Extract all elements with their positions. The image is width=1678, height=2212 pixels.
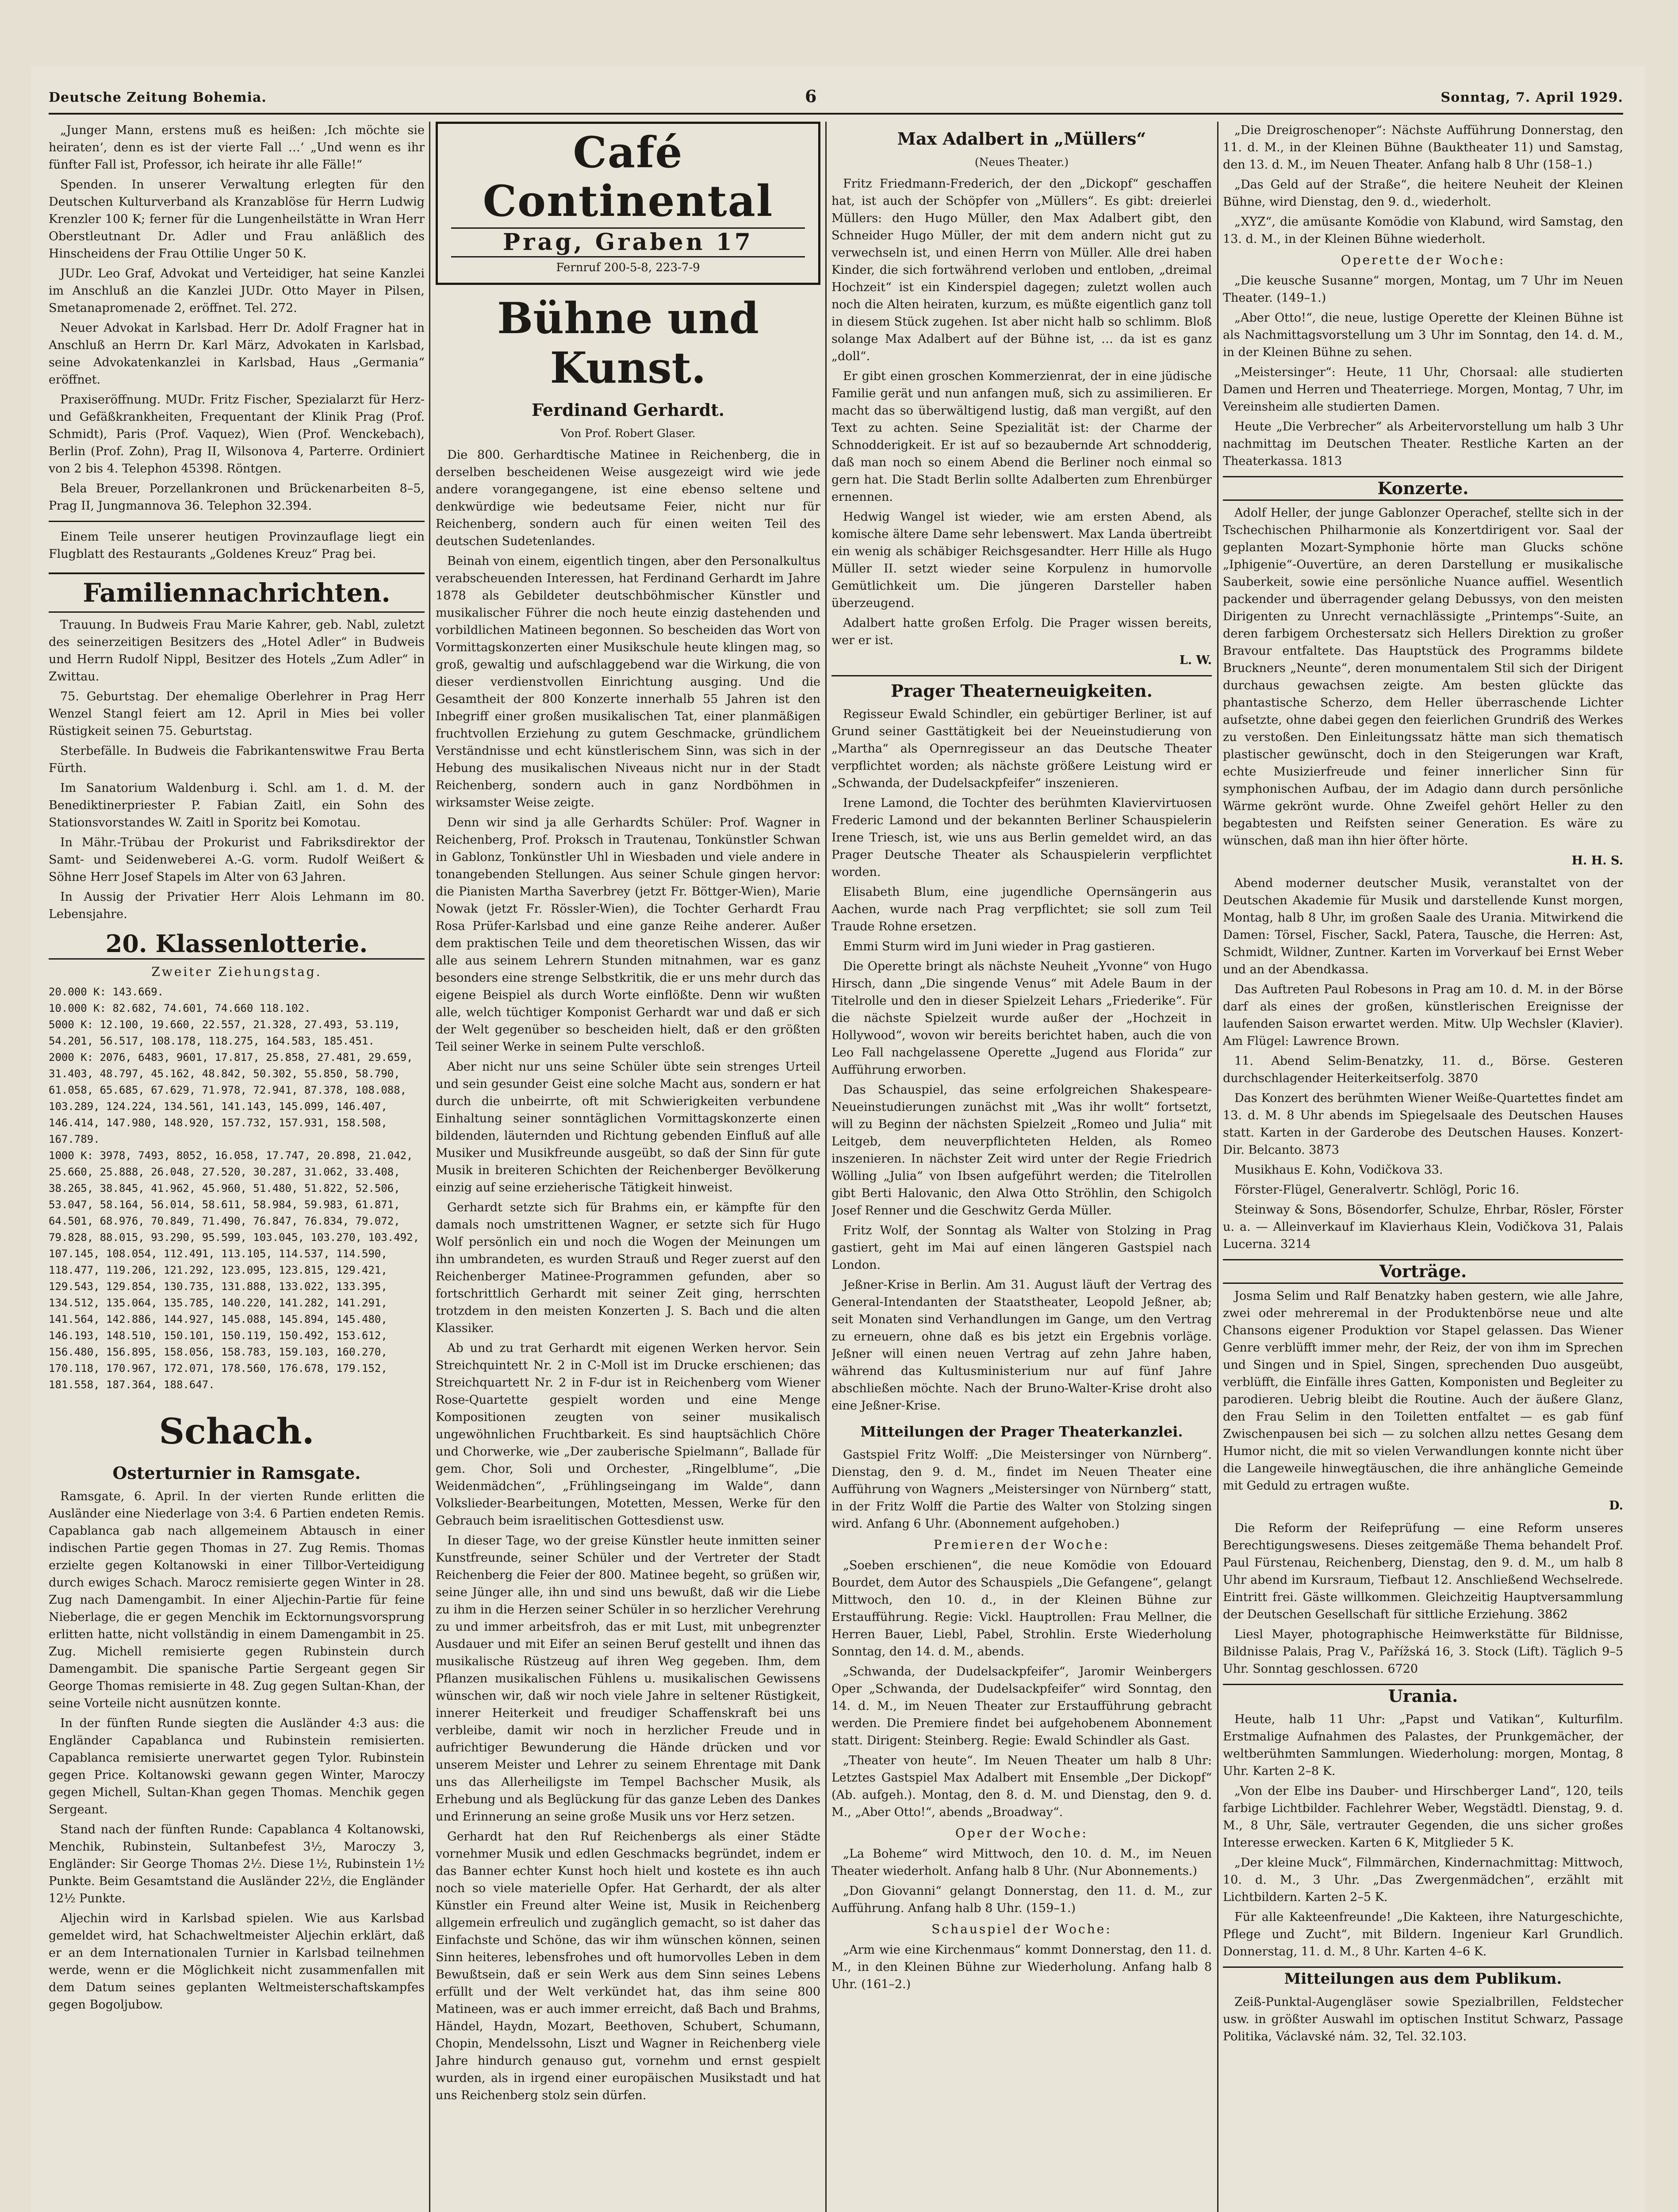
urania-item: Heute, halb 11 Uhr: „Papst und Vatikan“, Kulturfilm. Erstmalige Aufnahmen des Palastes, der Prunkgemächer, der weltberühmten Sammlungen. Wiederholung: morgen, Montag, 8 Uhr. Karten 2–8 K. xyxy=(1223,1713,1623,1778)
article-paragraph: Gerhardt hat den Ruf Reichenbergs als einer Städte vornehmer Musik und edlen Geschmacks begründet, indem er das Banner echter Kunst hoch hielt und kostete es ihn auch noch so viele materielle Opfer. Hat Gerhardt, der als alter Künstler ein Freund alter Weine ist, Musik in Reichenberg allgemein erfreulich und zugänglich gemacht, so ist daher das Einfachste und Schöne, das wir ihm wünschen können, seinen Sinn heiteres, lebensfrohes und oft humorvolles Leben in dem Bewußtsein, daß er sein Werk aus dem Sinn seines Lebens erfüllt und der Welt verkündet hat, das ihm seine 800 Matineen, was er auch immer erreicht, daß Bach und Brahms, Händel, Haydn, Mozart, Beethoven, Schubert, Schumann, Chopin, Mendelssohn, Liszt und Wagner in Reichenberg viele Jahre hindurch genauso gut, vornehm und ernst gespielt wurden, als in irgend einer europäischen Musikstadt und hat uns Reichenberg stolz sein dürfen. xyxy=(436,1830,820,2102)
announcement: „XYZ“, die amüsante Komödie von Klabund, wird Samstag, den 13. d. M., in der Kleinen Bühne wiederholt. xyxy=(1223,215,1623,246)
urania-item: Für alle Kakteenfreunde! „Die Kakteen, ihre Naturgeschichte, Pflege und Zucht“, mit Bildern. Ingenieur Karl Grundlich. Donnerstag, 11. d. M., 8 Uhr. Karten 4–6 K. xyxy=(1223,1910,1623,1959)
family-sterbefall: Sterbefälle. In Budweis die Fabrikantenswitwe Frau Berta Fürth. xyxy=(49,744,425,775)
theater-news-item: Emmi Sturm wird im Juni wieder in Prag gastieren. xyxy=(843,940,1155,953)
schach-paragraph: Ramsgate, 6. April. In der vierten Runde erlitten die Ausländer eine Niederlage von 3:4. 6 Partien endeten Remis. Capablanca gab nach allgemeinem Abtausch in einer indischen Partie gegen Thomas in 27. Zug Remis. Thomas erzielte gegen Koltanowski in einer Tillbor-Verteidigung durch ewiges Schach. Marocz remisierte gegen Winter in 28. Zug nach Damengambit. In einer Aljechin-Partie für feine Nieberlage, die er gegen Menchik im Ecktornungsvorsprung erlitten hatte, nicht vollständig in einem Damengambit in 25. Zug. Michell remisierte gegen Rubinstein durch Damengambit. Die spanische Partie Sergeant gegen Sir George Thomas remisierte in 48. Zug gegen Sultan-Khan, der seine Vorteile nicht ausnützen konnte. xyxy=(49,1490,425,1710)
section-heading-family: Familiennachrichten. xyxy=(49,572,425,613)
column-4 xyxy=(1223,122,1623,2212)
article-paragraph: Gerhardt setzte sich für Brahms ein, er kämpfte für den damals noch umstrittenen Wagner, er setzte sich für Hugo Wolf persönlich ein und noch die Wogen der Meinungen um ihn umbrandeten, es wurden Strauß und Reger zuerst auf den Reichenberger Matinee-Programmen gefunden, aber so fortschrittlich Gerhardt mit seiner Zeit ging, herrschten trotzdem in den meisten Konzerten J. S. Bach und die alten Klassiker. xyxy=(436,1201,820,1335)
lecture-signature: D. xyxy=(1609,1499,1623,1513)
section-heading-vortraege: Vorträge. xyxy=(1223,1259,1623,1284)
section-heading-urania: Urania. xyxy=(1223,1684,1623,1707)
article-paragraph: Aber nicht nur uns seine Schüler übte sein strenges Urteil und sein gesunder Geist eine solche Macht aus, sondern er hat durch die unbeirrte, oft mit Schwierigkeiten verbundene Einhaltung seiner sonntäglichen Vormittagskonzerte einen bildenden, läuternden und Richtung gebenden Einfluß auf alle Musiker und Musikfreunde ausgeübt, so daß der Sinn für gute Musik in breiteren Schichten der Reichenberger Bevölkerung einzig auf seine erzieherische Tätigkeit hinweist. xyxy=(436,1060,820,1194)
review-paragraph: Fritz Friedmann-Frederich, der den „Dickopf“ geschaffen hat, ist auch der Schöpfer von „Müllers“. Es gibt: dreierlei Müllers: den Hugo Müller, den Max Adalbert gibt, den Schneider Hugo Müller, der mit dem andern nicht gut zu verwechseln ist, und einen Herrn von Müller. Alle drei haben Kinder, die sich fortwährend verloben und entloben, „dreimal Hochzeit“ ist ein Kinderspiel dagegen; zuletzt wollen auch noch die Alten heiraten, kurzum, es müßte eigentlich ganz toll in diesem Stück zugehen. Ist aber nicht halb so schlimm. Bloß solange Max Adalbert auf der Bühne ist, … da ist es ganz „doll“. xyxy=(831,177,1212,363)
column-rule xyxy=(825,122,827,2212)
theater-news-item: Regisseur Ewald Schindler, ein gebürtiger Berliner, ist auf Grund seiner Gasttätigkeit bei der Neueinstudierung von „Martha“ als Opernregisseur an das Deutsche Theater verpflichtet worden; als nächste größere Leistung wird er „Schwanda, der Dudelsackpfeifer“ inszenieren. xyxy=(831,707,1212,790)
lecture-item: Die Reform der Reifeprüfung — eine Reform unseres Berechtigungswesens. Dieses zeitgemäße Thema behandelt Prof. Paul Fürstenau, Reichenberg, Dienstag, den 9. d. M., um halb 8 Uhr abend im Kursraum, Tiefbaut 12. Anschließend Wechselrede. Eintritt frei. Gäste willkommen. Gleichzeitig Hauptversammlung der Deutschen Gesellschaft für sittliche Erziehung. 3862 xyxy=(1223,1521,1623,1621)
theater-office-item: „La Boheme“ wird Mittwoch, den 10. d. M., im Neuen Theater wiederholt. Anfang halb 8 Uhr. (Nur Abonnements.) xyxy=(831,1847,1212,1878)
lecture-item: Liesl Mayer, photographische Heimwerkstätte für Bildnisse, Bildnisse Palais, Prag V., Pařížská 16, 3. Stock (Lift). Täglich 9–5 Uhr. Sonntag geschlossen. 6720 xyxy=(1223,1628,1623,1676)
article-paragraph: Denn wir sind ja alle Gerhardts Schüler: Prof. Wagner in Reichenberg, Prof. Proksch in Trautenau, Tonkünstler Schwan in Gablonz, Tonkünstler Uhl in Wiesbaden und viele andere in tonangebenden Stellungen. Aus seiner Schule gingen hervor: die Pianisten Martha Saverbrey (jetzt Fr. Böttger-Wien), Marie Nowak (jetzt Fr. Rössler-Wien), die Tochter Gerhardt Frau Rosa Prüfer-Karlsbad und eine ganze Reihe anderer. Außer dem praktischen Teile und dem theoretischen Wissen, das wir alle aus seinem Lehrern Stunden mitnahmen, war es ganz besonders eine strenge Selbstkritik, die er uns mehr durch das eigene Beispiel als durch Worte einflößte. Denn wir wußten alle, welch tüchtiger Komponist Gerhardt war und daß er sich der Welt gegenüber so bescheiden hielt, daß er den größten Teil seiner Werke in seinem Pulte verschloß. xyxy=(436,816,820,1054)
concert-signature: H. H. S. xyxy=(1571,854,1623,868)
concert-item: Förster-Flügel, Generalvertr. Schlögl, Poric 16. xyxy=(1234,1183,1520,1197)
theater-office-item: „Don Giovanni“ gelangt Donnerstag, den 11. d. M., zur Aufführung. Anfang halb 8 Uhr. (159–1.) xyxy=(831,1884,1212,1915)
announcement: „Die keusche Susanne“ morgen, Montag, um 7 Uhr im Neuen Theater. (149–1.) xyxy=(1223,274,1623,305)
lottery-heading: 20. Klassenlotterie. xyxy=(49,929,425,960)
schach-paragraph: In der fünften Runde siegten die Ausländer 4:3 aus: die Engländer Capablanca und Rubinstein remisierten. Capablanca remisierte unerwartet gegen Tylor. Rubinstein gegen Price. Koltanowski gewann gegen Winter, Maroczy gegen Michell, Sultan-Khan gegen Thomas. Menchik gegen Sergeant. xyxy=(49,1717,425,1816)
article-paragraph: Die 800. Gerhardtische Matinee in Reichenberg, die in derselben bescheidenen Weise ausgezeigt wird wie jede andere vorangegangene, ist eine ebenso seltene und denkwürdige wie bedeutsame Feier, nicht nur für Reichenberg, sondern auch für einen weiten Teil des deutschen Sudetenlandes. xyxy=(436,448,820,548)
announcement: „Das Geld auf der Straße“, die heitere Neuheit der Kleinen Bühne, wird Dienstag, den 9. d., wiederholt. xyxy=(1223,178,1623,209)
premieres-heading: Premieren der Woche: xyxy=(934,1537,1110,1552)
lottery-subheading: Zweiter Ziehungstag. xyxy=(151,964,322,979)
announcement: „Die Dreigroschenoper“: Nächste Aufführung Donnerstag, den 11. d. M., in der Kleinen Bühne (Bauktheater 11) und Samstag, den 13. d. M., im Neuen Theater. Anfang halb 8 Uhr (158–1.) xyxy=(1223,123,1623,172)
theater-office-item: „Soeben erschienen“, die neue Komödie von Edouard Bourdet, dem Autor des Schauspiels „Die Gefangene“, gelangt Mittwoch, den 10. d., in der Kleinen Bühne zur Erstaufführung. Regie: Vickl. Hauptrollen: Frau Mellner, die Herren Bauer, Liebl, Pabel, Strohlin. Erste Wiederholung Sonntag, den 14. d. M., abends. xyxy=(831,1559,1212,1659)
concert-item: Musikhaus E. Kohn, Vodičkova 33. xyxy=(1234,1163,1443,1177)
review-title: Max Adalbert in „Müllers“ xyxy=(897,129,1146,149)
theater-office-item: „Arm wie eine Kirchenmaus“ kommt Donnerstag, den 11. d. M., in den Kleinen Bühne zur Wiederholung. Anfang halb 8 Uhr. (161–2.) xyxy=(831,1943,1212,1991)
lottery-line: 20.000 K: 143.669. xyxy=(49,986,164,998)
concert-item: Das Konzert des berühmten Wiener Weiße-Quartettes findet am 13. d. M. 8 Uhr abends im Spiegelsaale des Deutschen Hauses statt. Karten in der Garderobe des Deutschen Hauses. Konzert-Dir. Belcanto. 3873 xyxy=(1223,1091,1623,1157)
review-paragraph: Hedwig Wangel ist wieder, wie am ersten Abend, als komische ältere Dame sehr lebenswert. Max Landa übertreibt ein wenig als schäbiger Reichsgesandter. Herr Hille als Hugo Müller II. setzt wieder seine Korpulenz in humorvolle Gemütlichkeit um. Die jüngeren Darsteller haben überzeugend. xyxy=(831,510,1212,610)
article-byline: Von Prof. Robert Glaser. xyxy=(560,427,696,440)
column-1 xyxy=(49,122,425,2212)
ad-address: Prag, Graben 17 xyxy=(451,227,805,257)
urania-item: „Der kleine Muck“, Filmmärchen, Kindernachmittag: Mittwoch, 10. d. M., 3 Uhr. „Das Zwergenmädchen“, erzählt mit Lichtbildern. Karten 2–5 K. xyxy=(1223,1856,1623,1904)
theater-news-item: Fritz Wolf, der Sonntag als Walter von Stolzing in Prag gastiert, geht im Mai auf einen längeren Gastspiel nach London. xyxy=(831,1224,1212,1272)
article-title: Ferdinand Gerhardt. xyxy=(531,400,725,420)
article-paragraph: Ab und zu trat Gerhardt mit eigenen Werken hervor. Sein Streichquintett Nr. 2 in C-Moll ist im Drucke erschienen; das Streichquartett Nr. 2 in F-dur ist in Reichenberg vom Wiener Rose-Quartette gespielt worden und eine Menge Kompositionen zeugten von seiner musikalisch ungewöhnlichen Fruchtbarkeit. Es sind hauptsächlich Chöre und Chorwerke, wie „Der zauberische Spielmann“, Ballade für gem. Chor, Soli und Orchester, „Ringelblume“, „Die Weidenmädchen“, „Frühlingseingang im Walde“, dann Volkslieder-Bearbeitungen, Motetten, Messen, Werke für den Gebrauch beim israelitischen Gottesdienst usw. xyxy=(436,1341,820,1528)
notice-beilage: Einem Teile unserer heutigen Provinzauflage liegt ein Flugblatt des Restaurants „Goldenes Kreuz“ Prag bei. xyxy=(49,530,425,561)
review-subtitle: (Neues Theater.) xyxy=(974,156,1069,169)
column-2 xyxy=(436,122,820,2212)
issue-date: Sonntag, 7. April 1929. xyxy=(1440,90,1623,105)
family-sterbefall: In Aussig der Privatier Herr Alois Lehmann im 80. Lebensjahre. xyxy=(49,890,425,921)
public-notice: Zeiß-Punktal-Augengläser sowie Spezialbrillen, Feldstecher usw. in größter Auswahl im optischen Institut Schwarz, Passage Politika, Václavské nám. 32, Tel. 32.103. xyxy=(1223,1995,1623,2043)
notice-praxis: Praxiseröffnung. MUDr. Fritz Fischer, Spezialarzt für Herz- und Gefäßkrankheiten, Frequentant der Klinik Prag (Prof. Schmidt), Paris (Prof. Vaquez), Wien (Prof. Wenckebach), Berlin (Prof. Zohn), Prag II, Wilsonova 4, Parterre. Ordiniert von 2 bis 4. Telephon 45398. Röntgen. xyxy=(49,393,425,476)
lecture-item: Josma Selim und Ralf Benatzky haben gestern, wie alle Jahre, zwei oder mehreremal in der Produktenbörse neue und alte Chansons eigener Produktion vor Stapel gelassen. Das Wiener Genre verblüfft immer mehr, der Reiz, der von ihm im Sprechen und Singen und in Spiel, Singen, sprechenden Duo ausgeübt, verblüfft, die Einfälle ihres Gatten, Komponisten und Begleiter zu parodieren. Uebrig bleibt die Routine. Auch der äußere Glanz, den Frau Selim in den Toiletten entfaltet — es gab fünf Zwischenpausen bei sich — zu solchen allzu nettes Gesang dem Humor nicht, die mit so vielen Verwandlungen konnte nicht über die Langeweile hinwegtäuschen, die ihre anhängliche Gemeinde mit Geduld zu ertragen wußte. xyxy=(1223,1289,1623,1493)
concert-item: Steinway & Sons, Bösendorfer, Schulze, Ehrbar, Rösler, Förster u. a. — Alleinverkauf im Klavierhaus Klein, Vodičkova 31, Palais Lucerna. 3214 xyxy=(1223,1203,1623,1251)
running-head xyxy=(49,86,1623,115)
column-3 xyxy=(831,122,1212,2212)
theater-office-item: „Schwanda, der Dudelsackpfeifer“, Jaromir Weinbergers Oper „Schwanda, der Dudelsackpfeifer“ wird Sonntag, den 14. d. M., im Neuen Theater zur Erstaufführung gebracht werden. Die Premiere findet bei aufgehobenem Abonnement statt. Dirigent: Steinberg. Regie: Ewald Schindler als Gast. xyxy=(831,1665,1212,1747)
cafe-advertisement xyxy=(436,122,820,285)
notice-porzellan: Bela Breuer, Porzellankronen und Brückenarbeiten 8–5, Prag II, Jungmannova 36. Telephon 32.394. xyxy=(49,482,425,513)
announcement: „Meistersinger“: Heute, 11 Uhr, Chorsaal: alle studierten Damen und Herren und Theaterriege. Morgen, Montag, 7 Uhr, im Vereinsheim alle studierten Damen. xyxy=(1223,365,1623,414)
section-heading-konzerte: Konzerte. xyxy=(1223,476,1623,501)
lottery-line: 10.000 K: 82.682, 74.601, 74.660 118.102. xyxy=(49,1002,311,1014)
lottery-line: 2000 K: 2076, 6483, 9601, 17.817, 25.858, 27.481, 29.659, 31.403, 48.797, 45.162, 48.842, 50.302, 55.850, 58.790, 61.058, 65.685, 67.629, 71.978, 72.941, 87.378, 108.088, 103.289, 124.224, 134.561, 141.143, 145.099, 146.407, 146.414, 147.980, 148.920, 157.732, 157.931, 158.508, 167.789. xyxy=(49,1051,413,1145)
theater-news-heading: Prager Theaterneuigkeiten. xyxy=(831,675,1212,702)
urania-item: „Von der Elbe ins Dauber- und Hirschberger Land“, 120, teils farbige Lichtbilder. Fachlehrer Weber, Wegstädtl. Dienstag, 9. d. M., 8 Uhr, Säle, vertrauter Gegenden, die uns sicher großes Interesse erwecken. Karten 6 K, Mitglieder 5 K. xyxy=(1223,1784,1623,1850)
schach-subheading: Osterturnier in Ramsgate. xyxy=(112,1463,361,1483)
concert-item: Adolf Heller, der junge Gablonzer Operachef, stellte sich in der Tschechischen Philharmonie als Konzertdirigent vor. Saal der geplanten Mozart-Symphonie hörte man Glucks schöne „Iphigenie“-Ouvertüre, an deren Darstellung er musikalische Sauberkeit, sowie eine persönliche Nuance auffiel. Wesentlich packender und überragender gelang Debussys, von den meisten Dirigenten zu Unrecht vernachlässigte „Printemps“-Suite, an deren farbigem Orchestersatz sich Hellers Direktion zu großer Bravour entfaltete. Das Hauptstück des Programms bildete Bruckners „Neunte“, deren monumentalem Stil sich der Dirigent durchaus gewachsen zeigte. Am besten glückte das phantastische Scherzo, dem Heller überraschende Lichter aufsetzte, ohne dabei gegen den feierlichen Grundriß des Werkes zu verstoßen. Den Einleitungssatz hätte man sich thematisch plastischer gewünscht, doch in den Steigerungen war Kraft, echte Musizierfreude und feiner innerlicher Sinn für symphonischen Aufbau, der im Adagio dann durch persönliche Wärme gekrönt wurde. Ohne Zweifel gehört Heller zu den begabtesten und Reifsten seiner Generation. Es wäre zu wünschen, daß man ihn hier öfter hörte. xyxy=(1223,506,1623,848)
paper-name: Deutsche Zeitung Bohemia. xyxy=(49,90,267,105)
schach-paragraph: Stand nach der fünften Runde: Capablanca 4 Koltanowski, Menchik, Rubinstein, Sultanbefest 3½, Maroczy 3, Engländer: Sir George Thomas 2½. Diese 1½, Rubinstein 1½ Punkte. Beim Gesamtstand die Ausländer 22½, die Engländer 12½ Punkte. xyxy=(49,1823,425,1905)
intro-text: „Junger Mann, erstens muß es heißen: ‚Ich möchte sie heiraten‘, denn es ist der vierte Fall …‘ „Und wenn es ihr fünfter Fall ist, Professor, ich heirate ihr alle Fälle!“ xyxy=(49,123,425,172)
family-sterbefall: In Mähr.-Trübau der Prokurist und Fabriksdirektor der Samt- und Seidenweberei A.-G. vorm. Rudolf Weißert & Söhne Herr Josef Stapels im Alter von 63 Jahren. xyxy=(49,836,425,884)
theater-news-item: Irene Lamond, die Tochter des berühmten Klaviervirtuosen Frederic Lamond und der bekannten Berliner Schauspielerin Irene Triesch, ist, wie uns aus Berlin gemeldet wird, an das Prager Deutsche Theater als Schauspielerin verpflichtet worden. xyxy=(831,796,1212,879)
ad-phone: Fernruf 200-5-8, 223-7-9 xyxy=(556,261,700,274)
notice-spenden: Spenden. In unserer Verwaltung erlegten für den Deutschen Kulturverband als Kranzablöse für Herrn Ludwig Krenzler 100 K; ferner für die Lungenheilstätte in Wran Herr Oberstleutnant Dr. Adler und Frau anläßlich des Hinscheidens der Frau Ottilie Unger 50 K. xyxy=(49,178,425,261)
review-paragraph: Er gibt einen groschen Kommerzienrat, der in eine jüdische Familie gerät und nun anfangen muß, sich zu assimilieren. Er macht das so überwältigend lustig, daß man vergißt, auf den Text zu achten. Seine Spezialität ist: der Charme der Schnodderigkeit. Er ist auf so bezaubernde Art schnodderig, daß man noch so einem Abend die Berliner noch einmal so gern hat. Die Stadt Berlin sollte Adalberten zum Ehrenbürger ernennen. xyxy=(831,369,1212,504)
page-number: 6 xyxy=(805,86,817,106)
schach-paragraph: Aljechin wird in Karlsbad spielen. Wie aus Karlsbad gemeldet wird, hat Schachweltmeister Aljechin erklärt, daß er an dem Internationalen Turnier in Karlsbad teilnehmen werde, wenn er die Möglichkeit nicht zusammenfallen mit dem Datum seines geplanten Weltmeisterschaftskampfes gegen Bogoljubow. xyxy=(49,1912,425,2012)
lottery-line: 1000 K: 3978, 7493, 8052, 16.058, 17.747, 20.898, 21.042, 25.660, 25.888, 26.048, 27.520, 30.287, 31.062, 33.408, 38.265, 38.845, 41.962, 45.960, 51.480, 51.822, 52.506, 53.047, 58.164, 56.014, 58.611, 58.984, 59.983, 61.871, 64.501, 68.976, 70.849, 71.490, 76.847, 76.834, 79.072, 79.828, 88.015, 93.290, 95.599, 103.045, 103.270, 103.492, 107.145, 108.054, 112.491, 113.105, 114.537, 114.590, 118.477, 119.206, 121.292, 123.095, 123.815, 129.421, 129.543, 129.854, 130.735, 131.888, 133.022, 133.395, 134.512, 135.064, 135.785, 140.220, 141.282, 141.291, 141.564, 142.886, 144.927, 145.088, 145.894, 145.480, 146.193, 148.510, 150.101, 150.119, 150.492, 153.612, 156.480, 156.895, 158.056, 158.783, 159.103, 160.270, 170.118, 170.967, 172.071, 178.560, 176.678, 179.152, 181.558, 187.364, 188.647. xyxy=(49,1149,420,1391)
section-heading-schach: Schach. xyxy=(159,1410,314,1452)
theater-news-item: Elisabeth Blum, eine jugendliche Opernsängerin aus Aachen, wurde nach Prag verpflichtet; sie soll zum Teil Traude Rohne ersetzen. xyxy=(831,885,1212,933)
column-rule xyxy=(1217,122,1218,2212)
theater-news-item: Die Operette bringt als nächste Neuheit „Yvonne“ von Hugo Hirsch, dann „Die singende Venus“ mit Adele Baum in der Titelrolle und den in dieser Spielzeit Lehars „Friederike“. Für die nächste Spielzeit wurde außer der „Hochzeit in Hollywood“, wovon wir bereits berichtet haben, auch die von Leo Fall nachgelassene Operette „Jugend aus Florida“ zur Aufführung erworben. xyxy=(831,960,1212,1077)
family-geburtstag: 75. Geburtstag. Der ehemalige Oberlehrer in Prag Herr Wenzel Stangl feiert am 12. April in Mies bei voller Rüstigkeit seinen 75. Geburtstag. xyxy=(49,690,425,738)
section-heading-buehne: Bühne und Kunst. xyxy=(497,293,759,393)
concert-item: 11. Abend Selim-Benatzky, 11. d., Börse. Gesteren durchschlagender Heiterkeitserfolg. 3870 xyxy=(1223,1054,1623,1085)
notice-kanzlei: JUDr. Leo Graf, Advokat und Verteidiger, hat seine Kanzlei im Anschluß an die Kanzlei JUDr. Otto Mayer in Pilsen, Smetanapromenade 2, eröffnet. Tel. 272. xyxy=(49,267,425,315)
opera-heading: Oper der Woche: xyxy=(955,1826,1088,1840)
theater-office-item: Gastspiel Fritz Wolff: „Die Meistersinger von Nürnberg“. Dienstag, den 9. d. M., findet im Neuen Theater eine Aufführung von Wagners „Meistersinger von Nürnberg“ statt, in der Fritz Wolff die Partie des Walter von Stolzing singen wird. Anfang 6 Uhr. (Abonnement aufgehoben.) xyxy=(831,1448,1212,1531)
review-paragraph: Adalbert hatte großen Erfolg. Die Prager wissen bereits, wer er ist. xyxy=(831,616,1212,647)
announcement: Heute „Die Verbrecher“ als Arbeitervorstellung um halb 3 Uhr nachmittag im Deutschen Theater. Restliche Karten an der Theaterkassa. 1813 xyxy=(1223,420,1623,468)
drama-heading: Schauspiel der Woche: xyxy=(931,1922,1112,1936)
operetta-heading: Operette der Woche: xyxy=(1341,253,1506,267)
family-trauung: Trauung. In Budweis Frau Marie Kahrer, geb. Nabl, zuletzt des seinerzeitigen Besitzers des „Hotel Adler“ in Budweis und Herrn Rudolf Nippl, Besitzer des Hotels „Zum Adler“ in Zwittau. xyxy=(49,618,425,684)
column-rule xyxy=(429,122,430,2212)
concert-item: Das Auftreten Paul Robesons in Prag am 10. d. M. in der Börse darf als eines der großen, künstlerischen Ereignisse der laufenden Saison erwartet werden. Mitw. Ulp Wechsler (Klavier). Am Flügel: Lawrence Brown. xyxy=(1223,983,1623,1048)
ad-name: Café Continental xyxy=(483,127,774,226)
concert-item: Abend moderner deutscher Musik, veranstaltet von der Deutschen Akademie für Musik und darstellende Kunst morgen, Montag, halb 8 Uhr, im großen Saale des Urania. Mitwirkend die Damen: Törsel, Fischer, Sackl, Patera, Tausche, die Herren: Ast, Schmidt, Wildner, Zuntner. Karten im Vorverkauf bei Ernst Weber und an der Abendkassa. xyxy=(1223,876,1623,976)
theater-office-item: „Theater von heute“. Im Neuen Theater um halb 8 Uhr: Letztes Gastspiel Max Adalbert mit Ensemble „Der Dickopf“ (Ab. aufgeh.). Montag, den 8. d. M. und Dienstag, den 9. d. M., „Aber Otto!“, abends „Broadway“. xyxy=(831,1754,1212,1819)
divider xyxy=(49,521,425,522)
theater-news-item: Jeßner-Krise in Berlin. Am 31. August läuft der Vertrag des General-Intendanten der Staatstheater, Leopold Jeßner, ab; seit Monaten sind Verhandlungen im Gange, um den Vertrag zu erneuern, ohne daß es bis jetzt ein Ergebnis vorläge. Jeßner will einen neuen Vertrag auf zehn Jahre haben, während das Kultusministerium nur auf fünf Jahre abschließen möchte. Nach der Bruno-Walter-Krise droht also eine Jeßner-Krise. xyxy=(831,1278,1212,1413)
article-paragraph: Beinah von einem, eigentlich tingen, aber den Personalkultus verabscheuenden Interessen, hat Ferdinand Gerhardt im Jahre 1878 als Gebildeter deutschböhmischer Künstler und musikalischer Führer die noch heute einzig dastehenden und vorbildlichen Matineen begonnen. So bescheiden das Wort von Vormittagskonzerten einer Musikschule heute klingen mag, so groß, gewaltig und aufschlaggebend war die Wirkung, die von dieser verdienstvollen Einrichtung ausging. Und die Gesamtheit der 800 Konzerte innerhalb 55 Jahren ist den Inbegriff einer großen musikalischen Tat, einer planmäßigen fruchtvollen Erziehung zu gutem Geschmacke, gründlichem Verständnisse und echt künstlerischem Sinn, was sich in der Hebung des musikalischen Niveaus nicht nur in der Stadt Reichenberg, sondern auch in ganz Nordböhmen in wirksamster Weise zeigte. xyxy=(436,554,820,810)
announcement: „Aber Otto!“, die neue, lustige Operette der Kleinen Bühne ist als Nachmittagsvorstellung um 3 Uhr im Sonntag, den 14. d. M., in der Kleinen Bühne zu sehen. xyxy=(1223,311,1623,359)
family-sterbefall: Im Sanatorium Waldenburg i. Schl. am 1. d. M. der Benediktinerpriester P. Fabian Zaitl, ein Sohn des Stationsvorstandes W. Zaitl in Sporitz bei Komotau. xyxy=(49,781,425,830)
lottery-line: 5000 K: 12.100, 19.660, 22.557, 21.328, 27.493, 53.119, 54.201, 56.517, 108.178, 118.275, 164.583, 185.451. xyxy=(49,1018,400,1047)
theater-office-heading: Mitteilungen der Prager Theaterkanzlei. xyxy=(860,1423,1183,1440)
notice-advokat: Neuer Advokat in Karlsbad. Herr Dr. Adolf Fragner hat in Anschluß an Herrn Dr. Karl März, Advokaten in Karlsbad, seine Advokatenkanzlei in Karlsbad, Haus „Germania“ eröffnet. xyxy=(49,321,425,387)
review-signature: L. W. xyxy=(1179,653,1212,667)
section-heading-publikum: Mitteilungen aus dem Publikum. xyxy=(1223,1966,1623,1990)
theater-news-item: Das Schauspiel, das seine erfolgreichen Shakespeare-Neueinstudierungen zunächst mit „Was ihr wollt“ fortsetzt, will zu Beginn der nächsten Spielzeit „Romeo und Julia“ mit Leitgeb, dem neuverpflichteten Helden, als Romeo inszenieren. In nächster Zeit wird unter der Regie Friedrich Wölling „Julia“ von Ibsen aufgeführt werden; die Titelrollen gibt Berti Halovanic, den Alwa Otto Ströhlin, den Schigolch Josef Renner und die Geschwitz Gerda Müller. xyxy=(831,1083,1212,1217)
article-paragraph: In dieser Tage, wo der greise Künstler heute inmitten seiner Kunstfreunde, seiner Schüler und der Vertreter der Stadt Reichenberg die Feier der 800. Matinee begeht, so grüßen wir, seine Jünger alle, ihn und sind uns bewußt, daß wir die Liebe zu ihm in die Herzen seiner Schüler in so herzlicher Verehrung zu und immer arbeitsfroh, das er mit Lust, mit unbegrenzter Ausdauer und mit Eifer an seinen Beruf gestellt und ihnen das musikalische Rüstzeug auf ihren Weg gegeben. Ihm, dem Pflanzen musikalischen Fühlens u. musikalischen Gewissens wünschen wir, daß wir noch viele Jahre in seltener Rüstigkeit, innerer Heiterkeit und freudiger Schaffenskraft bei uns verbleibe, damit wir noch in herzlicher Freude und in aufrichtiger Bewunderung die Hände drücken und vor unserem Meister und Lehrer zu seinem Ehrentage mit Dank uns das Allerheiligste im Tempel Bachscher Musik, als Erhebung und als Beglückung für das ganze Leben des Dankes und Erinnerung an seine große Musik uns vor Herz setzen. xyxy=(436,1534,820,1824)
